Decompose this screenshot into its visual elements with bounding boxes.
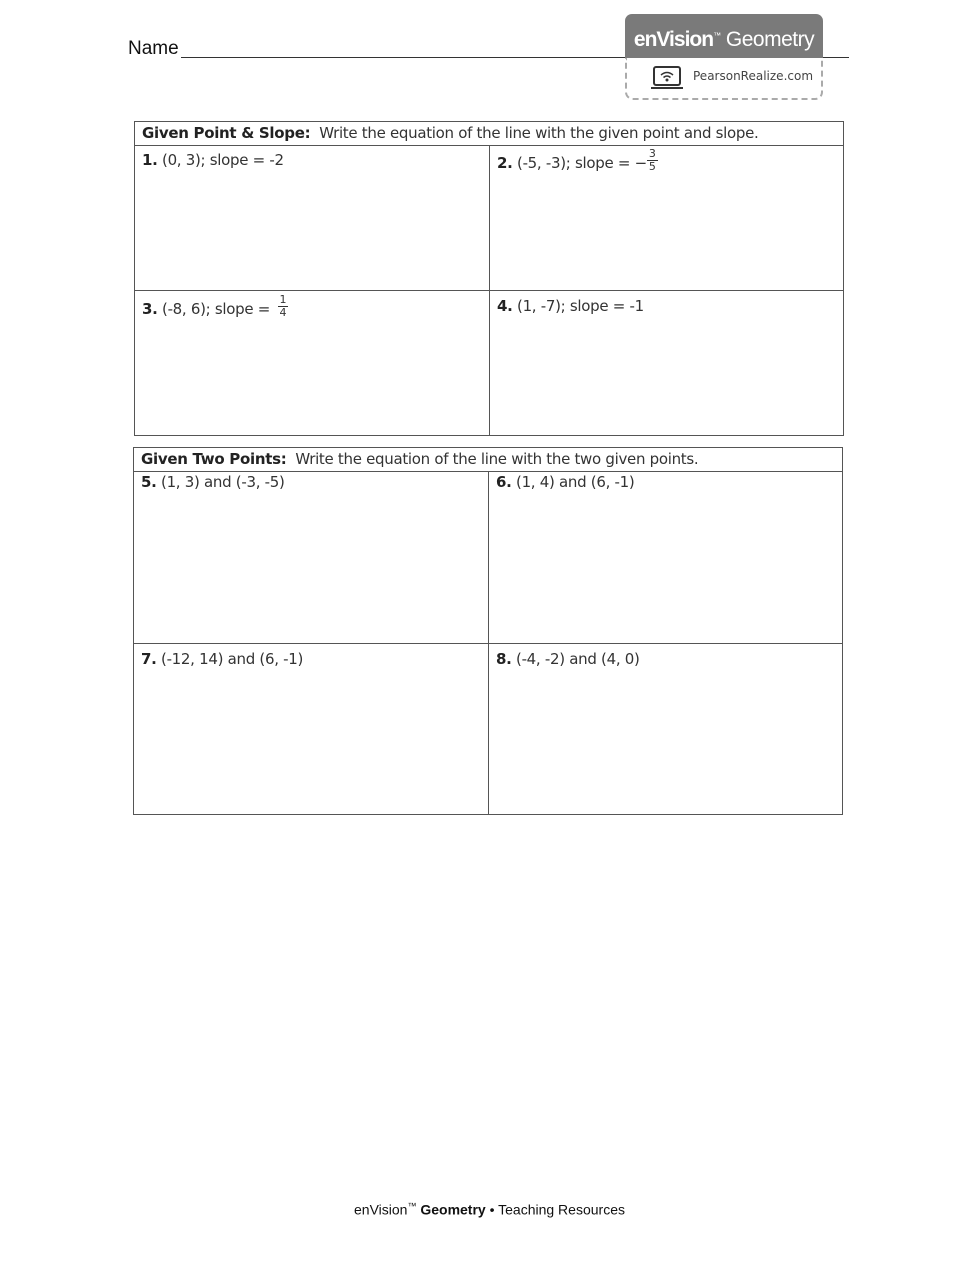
problem-text: (1, -7); slope = -1 [517,297,644,315]
problem-number: 5. [141,473,157,491]
problem-2[interactable] [490,145,844,290]
section-header [135,122,843,146]
problem-number: 4. [497,297,513,315]
problem-3[interactable] [135,291,489,436]
brand-vision: Vision [656,28,714,51]
envision-geometry-badge [625,14,823,101]
problem-number: 1. [142,151,158,169]
problem-number: 7. [141,650,157,668]
footer-subject: Geometry [420,1201,486,1218]
laptop-wifi-icon [651,66,683,90]
problem-text: (1, 3) and (-3, -5) [161,473,285,491]
two-points-section [133,447,843,815]
footer-tm: ™ [407,1201,417,1211]
problem-text: (-12, 14) and (6, -1) [161,650,304,668]
problem-5[interactable] [134,471,488,643]
problem-7[interactable] [134,644,488,814]
brand-banner [625,14,823,58]
problem-1[interactable] [135,145,489,290]
section-instruction: Write the equation of the line with the two given points. [295,450,699,468]
problem-number: 6. [496,473,512,491]
problem-text: (-5, -3); slope = − [517,154,647,172]
pearson-realize-link[interactable]: PearsonRealize.com [693,69,814,83]
slope-fraction [647,148,658,173]
name-label: Name [128,38,179,59]
problem-text: (0, 3); slope = -2 [162,151,284,169]
slope-fraction [278,294,289,319]
section-header [134,448,842,472]
footer-brand: enVision [354,1201,408,1218]
realize-box [625,58,823,100]
section-instruction: Write the equation of the line with the given point and slope. [319,124,759,142]
problem-text: (-4, -2) and (4, 0) [516,650,640,668]
point-slope-section [134,121,844,436]
fraction-numerator: 1 [279,293,287,306]
problem-text: (-8, 6); slope = [162,300,275,318]
problem-number: 3. [142,300,158,318]
fraction-denominator: 4 [279,306,287,319]
fraction-denominator: 5 [648,160,656,173]
section-title: Given Point & Slope: [142,124,311,142]
footer-rest: • Teaching Resources [485,1201,625,1218]
section-title: Given Two Points: [141,450,287,468]
problem-number: 2. [497,154,513,172]
brand-tm: ™ [713,31,721,40]
problem-6[interactable] [489,471,843,643]
brand-subject: Geometry [720,28,815,51]
page-footer [0,1201,979,1218]
fraction-numerator: 3 [648,147,656,160]
problem-text: (1, 4) and (6, -1) [516,473,635,491]
problem-number: 8. [496,650,512,668]
problem-8[interactable] [489,644,843,814]
brand-en: en [633,28,657,51]
problem-4[interactable] [490,291,844,436]
